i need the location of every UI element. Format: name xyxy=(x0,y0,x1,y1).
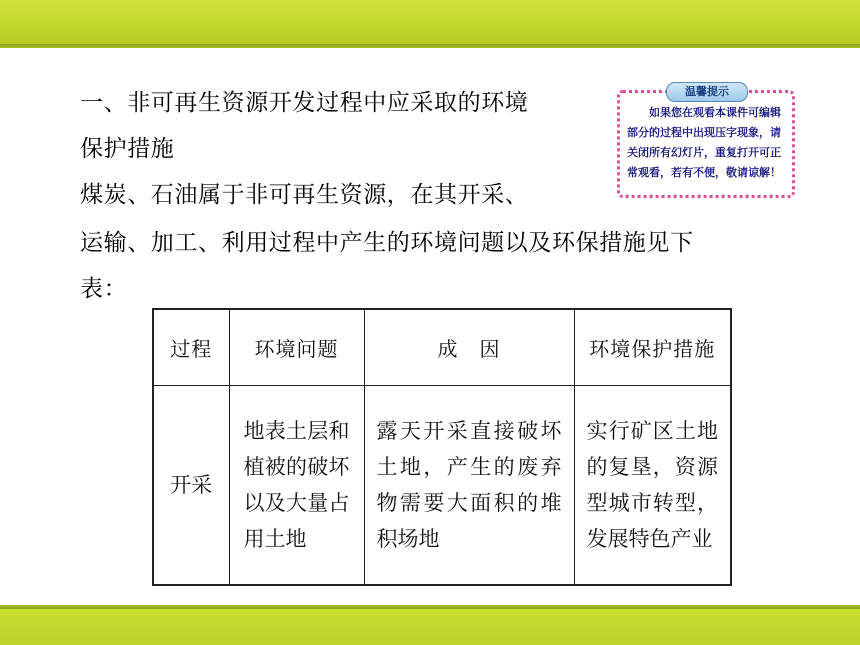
table-row xyxy=(153,385,731,585)
heading-line-2: 保护措施 xyxy=(80,136,175,162)
header-problem: 环境问题 xyxy=(229,309,364,385)
header-measure: 环境保护措施 xyxy=(574,309,731,385)
cell-measure xyxy=(574,385,731,585)
body-line-1: 煤炭、石油属于非可再生资源，在其开采、 xyxy=(80,182,529,208)
cell-process: 开采 xyxy=(153,385,229,585)
heading-line-1: 一、非可再生资源开发过程中应采取的环境 xyxy=(80,90,529,116)
warm-tip-title: 温馨提示 xyxy=(666,82,748,102)
body-line-2: 运输、加工、利用过程中产生的环境问题以及环保措施见下 xyxy=(80,230,694,256)
warm-tip-text: 如果您在观看本课件可编辑部分的过程中出现压字现象，请关闭所有幻灯片，重复打开可正常观看，若有不便，敬请谅解！ xyxy=(627,106,781,179)
header-process: 过程 xyxy=(153,309,229,385)
warm-tip-box xyxy=(617,85,795,198)
cell-cause xyxy=(364,385,574,585)
cell-problem-text: 地表土层和植被的破坏以及大量占用土地 xyxy=(243,418,350,551)
bottom-banner xyxy=(0,609,860,645)
header-cause: 成 因 xyxy=(364,309,574,385)
environment-measures-table xyxy=(152,308,732,586)
cell-measure-text: 实行矿区土地的复垦，资源型城市转型，发展特色产业 xyxy=(586,418,718,551)
top-banner xyxy=(0,0,860,44)
cell-problem xyxy=(229,385,364,585)
cell-cause-text: 露天开采直接破坏土地，产生的废弃物需要大面积的堆积场地 xyxy=(376,418,562,551)
body-line-3: 表： xyxy=(80,276,128,302)
table-header-row xyxy=(153,309,731,385)
top-banner-divider xyxy=(0,44,860,48)
